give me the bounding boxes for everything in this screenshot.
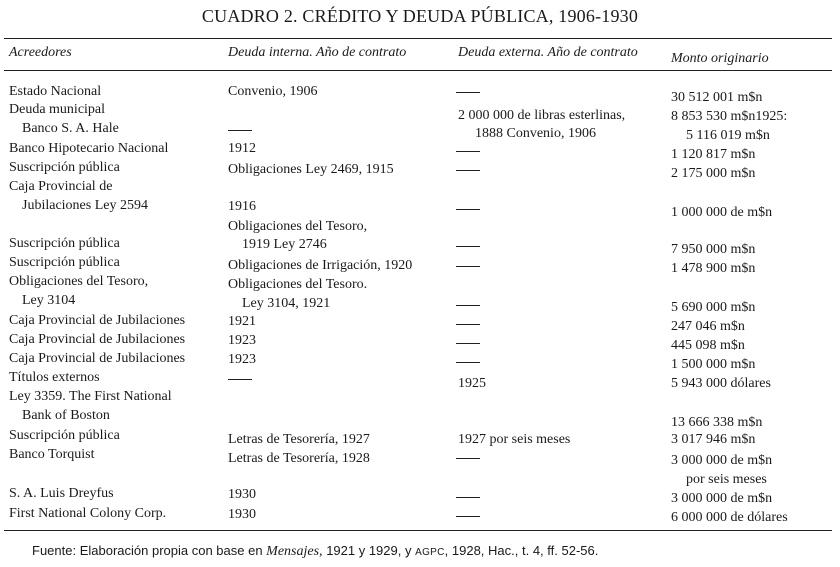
- source-note: [32, 543, 598, 560]
- cell-monto: 5 116 019 m$n: [686, 128, 770, 143]
- cell-interna: 1919 Ley 2746: [242, 237, 327, 252]
- cell-interna: Obligaciones del Tesoro,: [228, 219, 368, 234]
- cell-monto: 30 512 001 m$n: [671, 90, 763, 105]
- cell-monto: 2 175 000 m$n: [671, 166, 756, 181]
- cell-monto: 13 666 338 m$n: [671, 415, 763, 430]
- dash-externa: [456, 92, 480, 93]
- cell-acreedor: Jubilaciones Ley 2594: [22, 198, 148, 213]
- cell-interna: Letras de Tesorería, 1928: [228, 451, 370, 466]
- source-prefix: Fuente: Elaboración propia con base en: [32, 543, 263, 558]
- cell-acreedor: Bank of Boston: [22, 408, 110, 423]
- cell-monto: por seis meses: [686, 472, 767, 487]
- cell-monto: 5 690 000 m$n: [671, 300, 756, 315]
- cell-monto: 445 098 m$n: [671, 338, 745, 353]
- dash-externa: [456, 458, 480, 459]
- cell-acreedor: S. A. Luis Dreyfus: [9, 486, 114, 501]
- source-mid: 1921 y 1929, y: [326, 543, 412, 558]
- header-rule: [4, 70, 832, 71]
- cell-monto: 3 017 946 m$n: [671, 432, 756, 447]
- cell-acreedor: Suscripción pública: [9, 160, 120, 175]
- dash-externa: [456, 343, 480, 344]
- dash-externa: [456, 151, 480, 152]
- cell-acreedor: Ley 3359. The First National: [9, 389, 172, 404]
- header-acreedores: Acreedores: [9, 45, 72, 60]
- cell-acreedor: Caja Provincial de: [9, 179, 113, 194]
- cell-acreedor: Banco Torquist: [9, 447, 95, 462]
- source-work: Mensajes,: [266, 544, 323, 559]
- cell-acreedor: Suscripción pública: [9, 428, 120, 443]
- source-suffix: , 1928, Hac., t. 4, ff. 52-56.: [444, 543, 599, 558]
- cell-monto: 1 000 000 de m$n: [671, 205, 773, 220]
- cell-externa: 1927 por seis meses: [458, 432, 571, 447]
- dash-externa: [456, 246, 480, 247]
- cell-externa: 1925: [458, 376, 486, 391]
- bottom-rule: [4, 530, 832, 531]
- cell-acreedor: Deuda municipal: [9, 102, 106, 117]
- source-abbr: AGPC: [415, 547, 445, 558]
- cell-monto: 1 478 900 m$n: [671, 261, 756, 276]
- cell-acreedor: Obligaciones del Tesoro,: [9, 274, 149, 289]
- cell-monto: 247 046 m$n: [671, 319, 745, 334]
- cell-interna: Obligaciones de Irrigación, 1920: [228, 258, 413, 273]
- cell-monto: 1 120 817 m$n: [671, 147, 756, 162]
- cell-monto: 1 500 000 m$n: [671, 357, 756, 372]
- dash-interna: [228, 130, 252, 131]
- dash-externa: [456, 305, 480, 306]
- dash-externa: [456, 362, 480, 363]
- cell-acreedor: Banco S. A. Hale: [22, 121, 119, 136]
- table-title: CUADRO 2. CRÉDITO Y DEUDA PÚBLICA, 1906-1930: [201, 6, 639, 26]
- cell-acreedor: First National Colony Corp.: [9, 506, 167, 521]
- cell-monto: 5 943 000 dólares: [671, 376, 771, 391]
- cell-acreedor: Suscripción pública: [9, 236, 120, 251]
- cell-monto: 6 000 000 de dólares: [671, 510, 788, 525]
- cell-interna: Ley 3104, 1921: [242, 296, 331, 311]
- cell-externa: 1888 Convenio, 1906: [475, 126, 596, 141]
- dash-externa: [456, 516, 480, 517]
- cell-interna: 1930: [228, 487, 256, 502]
- dash-externa: [456, 209, 480, 210]
- cell-interna: 1921: [228, 314, 256, 329]
- dash-externa: [456, 170, 480, 171]
- header-monto: Monto originario: [671, 51, 769, 66]
- cell-monto: 3 000 000 de m$n: [671, 491, 773, 506]
- top-rule: [4, 38, 832, 39]
- cell-monto: 8 853 530 m$n1925:: [671, 109, 788, 124]
- cell-acreedor: Estado Nacional: [9, 84, 102, 99]
- cell-monto: 3 000 000 de m$n: [671, 453, 773, 468]
- cell-interna: 1923: [228, 333, 256, 348]
- cell-interna: 1916: [228, 199, 256, 214]
- dash-externa: [456, 324, 480, 325]
- cell-acreedor: Banco Hipotecario Nacional: [9, 141, 169, 156]
- cell-interna: 1930: [228, 507, 256, 522]
- cell-interna: 1923: [228, 352, 256, 367]
- dash-externa: [456, 266, 480, 267]
- cell-acreedor: Suscripción pública: [9, 255, 120, 270]
- cell-externa: 2 000 000 de libras esterlinas,: [458, 108, 626, 123]
- cell-acreedor: Caja Provincial de Jubilaciones: [9, 351, 186, 366]
- cell-interna: 1912: [228, 141, 256, 156]
- cell-interna: Convenio, 1906: [228, 84, 318, 99]
- header-deuda-interna: Deuda interna. Año de contrato: [228, 45, 407, 60]
- header-deuda-externa: Deuda externa. Año de contrato: [458, 45, 638, 60]
- dash-interna: [228, 379, 252, 380]
- dash-externa: [456, 497, 480, 498]
- cell-acreedor: Títulos externos: [9, 370, 100, 385]
- cell-interna: Letras de Tesorería, 1927: [228, 432, 370, 447]
- cell-acreedor: Caja Provincial de Jubilaciones: [9, 313, 186, 328]
- cell-acreedor: Ley 3104: [22, 293, 76, 308]
- cell-monto: 7 950 000 m$n: [671, 242, 756, 257]
- cell-interna: Obligaciones Ley 2469, 1915: [228, 162, 394, 177]
- cell-acreedor: Caja Provincial de Jubilaciones: [9, 332, 186, 347]
- cell-interna: Obligaciones del Tesoro.: [228, 277, 368, 292]
